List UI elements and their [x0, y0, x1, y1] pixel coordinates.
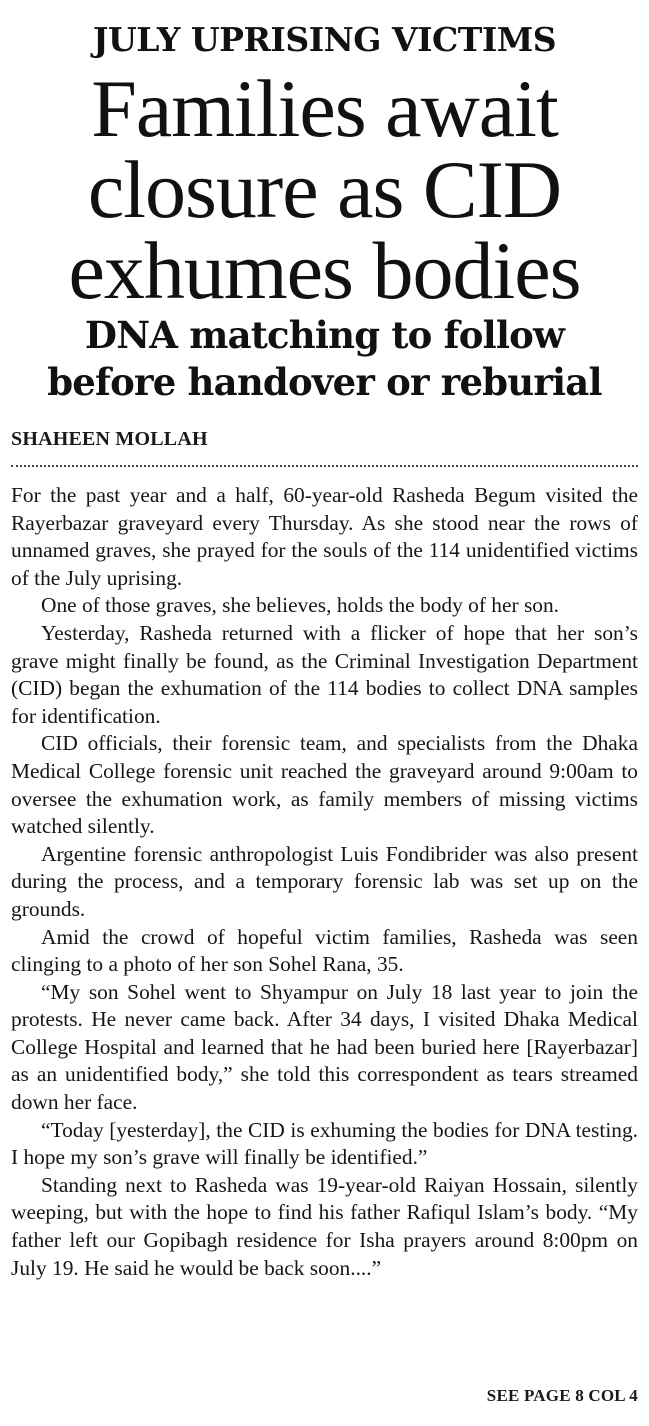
- paragraph: Argentine forensic anthropologist Luis Fondibrider was also present during the process, and a temporary forensic lab was set up on the grounds.: [11, 841, 638, 921]
- headline-line-1: Families await: [91, 63, 558, 154]
- headline: [0, 63, 649, 316]
- byline: SHAHEEN MOLLAH: [11, 428, 208, 450]
- paragraph: “My son Sohel went to Shyampur on July 18 last year to join the protests. He never came back. After 34 days, I visited Dhaka Medical College Hospital and learned that he had been buried here [Rayerbazar] as an unidentified body,” she told this correspondent as tears streamed down her face.: [11, 979, 638, 1115]
- kicker: JULY UPRISING VICTIMS: [92, 20, 557, 59]
- paragraph: One of those graves, she believes, holds the body of her son.: [41, 593, 560, 618]
- paragraph: For the past year and a half, 60-year-old Rasheda Begum visited the Rayerbazar graveyard every Thursday. As she stood near the rows of unnamed graves, she prayed for the souls of the 114 unidentified victims of the July uprising.: [11, 483, 638, 590]
- dotted-divider: [11, 465, 638, 467]
- paragraph: Amid the crowd of hopeful victim families, Rasheda was seen clinging to a photo of her son Sohel Rana, 35.: [11, 924, 638, 977]
- headline-line-3: exhumes bodies: [68, 225, 581, 316]
- paragraph: “Today [yesterday], the CID is exhuming the bodies for DNA testing. I hope my son’s grave will finally be identified.”: [11, 1117, 638, 1170]
- subheadline: [0, 312, 649, 406]
- paragraph: CID officials, their forensic team, and specialists from the Dhaka Medical College forensic unit reached the graveyard around 9:00am to oversee the exhumation work, as family members of missing victims watched silently.: [11, 731, 638, 839]
- continued-on-line: SEE PAGE 8 COL 4: [486, 1386, 638, 1405]
- subheadline-line-1: DNA matching to follow: [84, 313, 565, 357]
- paragraph: Yesterday, Rasheda returned with a flicker of hope that her son’s grave might finally be found, as the Criminal Investigation Department (CID) began the exhumation of the 114 bodies to collect DNA samples for identification.: [11, 620, 638, 728]
- subheadline-line-2: before handover or reburial: [47, 360, 602, 404]
- article-body: [11, 482, 638, 1282]
- headline-line-2: closure as CID: [87, 144, 562, 235]
- paragraph: Standing next to Rasheda was 19-year-old Raiyan Hossain, silently weeping, but with the hope to find his father Rafiqul Islam’s body. “My father left our Gopibagh residence for Isha prayers around 8:00pm on July 19. He said he would be back soon....”: [11, 1172, 638, 1280]
